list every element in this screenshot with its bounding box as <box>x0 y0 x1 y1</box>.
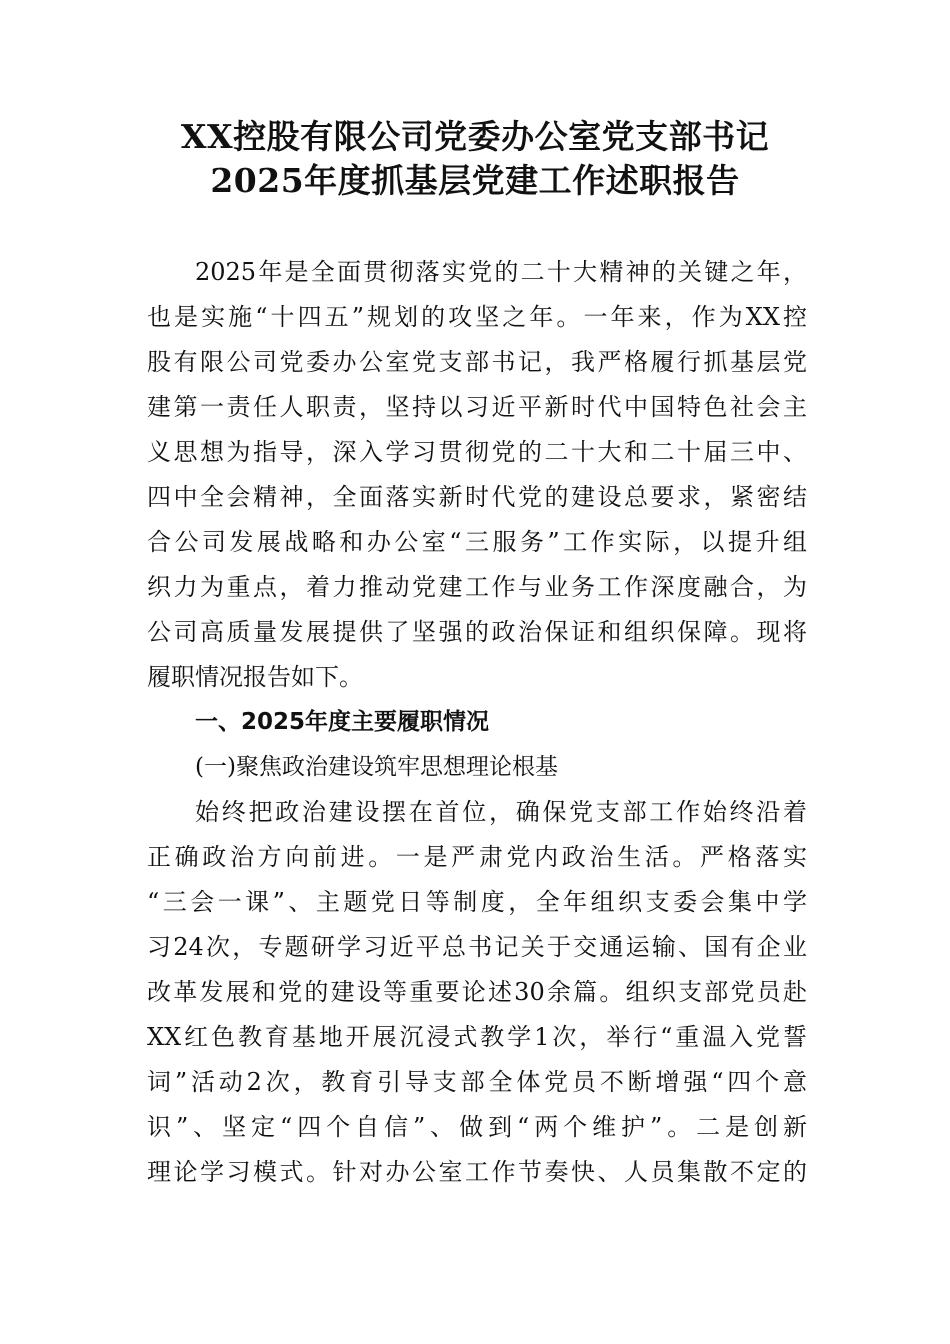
paragraph-line: 也是实施“十四五”规划的攻坚之年。一年来，作为XX控 <box>147 303 807 331</box>
paragraph-line: 正确政治方向前进。一是严肃党内政治生活。严格落实 <box>147 843 807 871</box>
paragraph-line: 公司高质量发展提供了坚强的政治保证和组织保障。现将 <box>147 618 807 646</box>
section-heading-1: 一、2025年度主要履职情况 <box>195 709 490 735</box>
paragraph-line: “三会一课”、主题党日等制度，全年组织支委会集中学 <box>147 888 807 916</box>
paragraph-line: 合公司发展战略和办公室“三服务”工作实际，以提升组 <box>147 528 807 556</box>
paragraph-line: 习24次，专题研学习近平总书记关于交通运输、国有企业 <box>147 933 807 961</box>
paragraph-line: 义思想为指导，深入学习贯彻党的二十大和二十届三中、 <box>147 438 807 466</box>
paragraph-line: 理论学习模式。针对办公室工作节奏快、人员集散不定的 <box>147 1158 807 1186</box>
paragraph-line: 2025年是全面贯彻落实党的二十大精神的关键之年， <box>195 258 807 286</box>
paragraph-line: 四中全会精神，全面落实新时代党的建设总要求，紧密结 <box>147 483 807 511</box>
intro-paragraph <box>147 250 807 1195</box>
paragraph-line: 改革发展和党的建设等重要论述30余篇。组织支部党员赴 <box>147 978 807 1006</box>
paragraph-line: XX红色教育基地开展沉浸式教学1次，举行“重温入党誓 <box>147 1023 807 1051</box>
paragraph-line: 词”活动2次，教育引导支部全体党员不断增强“四个意 <box>147 1068 807 1096</box>
section-heading-2: (一)聚焦政治建设筑牢思想理论根基 <box>195 754 558 780</box>
paragraph-line: 建第一责任人职责，坚持以习近平新时代中国特色社会主 <box>147 393 807 421</box>
report-title-line-1: XX控股有限公司党委办公室党支部书记 <box>180 117 770 156</box>
paragraph-line: 识”、坚定“四个自信”、做到“两个维护”。二是创新 <box>147 1113 807 1141</box>
paragraph-line: 织力为重点，着力推动党建工作与业务工作深度融合，为 <box>147 573 807 601</box>
paragraph-line: 履职情况报告如下。 <box>147 663 363 691</box>
paragraph-line: 股有限公司党委办公室党支部书记，我严格履行抓基层党 <box>147 348 807 376</box>
paragraph-line: 始终把政治建设摆在首位，确保党支部工作始终沿着 <box>195 798 807 826</box>
report-title-line-2: 2025年度抓基层党建工作述职报告 <box>210 161 740 200</box>
